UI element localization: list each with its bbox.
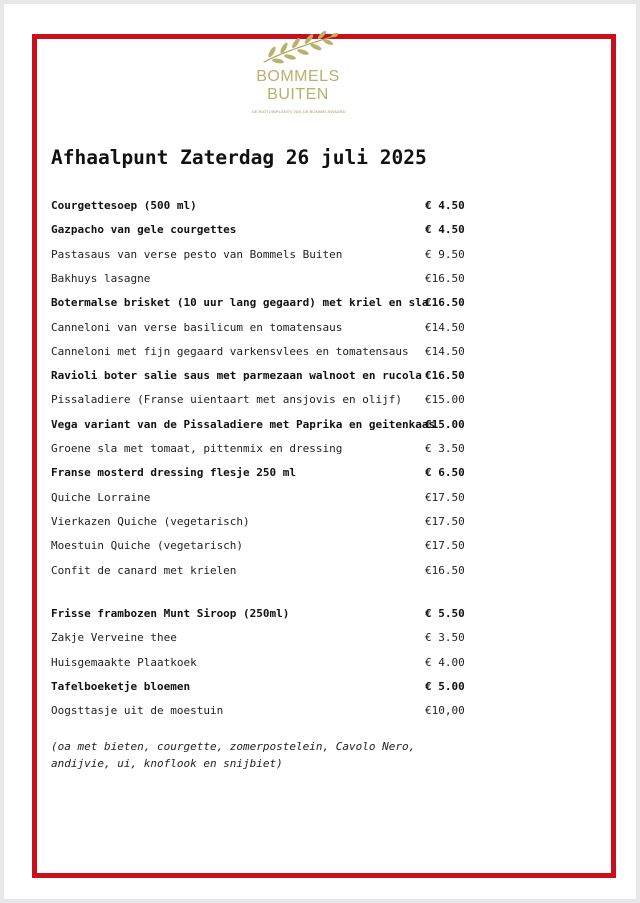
- item-price: €17.50: [425, 539, 465, 553]
- item-price: €10,00: [425, 704, 465, 718]
- menu-item: [51, 442, 471, 462]
- item-name: Confit de canard met krielen: [51, 563, 237, 577]
- item-price: € 4.50: [425, 223, 465, 237]
- olive-branch-icon: [258, 28, 338, 68]
- item-name: Zakje Verveine thee: [51, 631, 177, 645]
- item-price: €15.00: [425, 417, 465, 431]
- menu-item: [51, 631, 471, 651]
- item-price: €14.50: [425, 344, 465, 358]
- item-name: Pissaladiere (Franse uientaart met ansjovis en olijf): [51, 393, 402, 407]
- menu-item: [51, 539, 471, 559]
- menu-item: [51, 223, 471, 243]
- item-price: €16.50: [425, 563, 465, 577]
- item-price: € 3.50: [425, 442, 465, 455]
- logo-text-line1: BOMMELS: [256, 68, 340, 85]
- menu-item: [51, 345, 471, 365]
- item-price: €16.50: [425, 271, 465, 285]
- menu-item: [51, 466, 471, 486]
- item-price: € 9.50: [425, 247, 465, 261]
- menu-item: [51, 296, 471, 316]
- harvest-bag-note: (oa met bieten, courgette, zomerpostelein, Cavolo Nero, andijvie, ui, knoflook en snijbiet): [51, 740, 416, 770]
- item-price: € 5.00: [425, 679, 465, 693]
- menu-item: [51, 199, 471, 219]
- item-name: Moestuin Quiche (vegetarisch): [51, 539, 244, 553]
- item-price: €15.00: [425, 393, 465, 407]
- menu-item: [51, 656, 471, 676]
- logo: [252, 28, 344, 124]
- item-name: Canneloni met fijn gegaard varkensvlees en tomatensaus: [51, 344, 409, 358]
- item-name: Franse mosterd dressing flesje 250 ml: [51, 466, 297, 480]
- menu-item: [51, 369, 471, 389]
- menu-item: [51, 418, 471, 438]
- menu-item: [51, 607, 471, 627]
- item-name: Vierkazen Quiche (vegetarisch): [51, 514, 250, 528]
- item-name: Bakhuys lasagne: [51, 271, 151, 285]
- menu-item: [51, 321, 471, 341]
- item-price: €16.50: [425, 369, 465, 383]
- item-price: € 5.50: [425, 607, 465, 620]
- item-price: € 4.00: [425, 655, 465, 669]
- item-name: Ravioli boter salie saus met parmezaan walnoot en rucola: [51, 369, 422, 383]
- item-price: €17.50: [425, 514, 465, 528]
- item-name: Tafelboeketje bloemen: [51, 679, 191, 693]
- item-name: Huisgemaakte Plaatkoek: [51, 655, 197, 669]
- item-name: Oogsttasje uit de moestuin: [51, 704, 224, 718]
- menu-item: [51, 564, 471, 584]
- logo-tagline: DE BIOTUINPLANTS VAN DE BOMMELSWAARD: [252, 109, 346, 114]
- menu-item: [51, 272, 471, 292]
- menu-item: [51, 393, 471, 413]
- menu-item: [51, 680, 471, 700]
- item-name: Botermalse brisket (10 uur lang gegaard) met kriel en sla: [51, 296, 429, 310]
- item-name: Vega variant van de Pissaladiere met Paprika en geitenkaas: [51, 417, 436, 431]
- item-price: € 3.50: [425, 631, 465, 645]
- item-price: € 4.50: [425, 199, 465, 212]
- item-name: Canneloni van verse basilicum en tomatensaus: [51, 320, 343, 334]
- document-page: [4, 4, 636, 899]
- page-title: Afhaalpunt Zaterdag 26 juli 2025: [51, 146, 427, 169]
- item-name: Quiche Lorraine: [51, 490, 151, 504]
- item-price: €14.50: [425, 320, 465, 334]
- item-price: € 6.50: [425, 466, 465, 480]
- menu-item: [51, 491, 471, 511]
- logo-text-line2: BUITEN: [267, 86, 329, 103]
- item-name: Courgettesoep (500 ml): [51, 199, 197, 212]
- item-name: Pastasaus van verse pesto van Bommels Buiten: [51, 247, 343, 261]
- item-price: €17.50: [425, 490, 465, 504]
- menu-item: [51, 704, 471, 724]
- item-name: Gazpacho van gele courgettes: [51, 223, 237, 237]
- item-price: €16.50: [425, 296, 465, 310]
- item-name: Frisse frambozen Munt Siroop (250ml): [51, 607, 290, 620]
- item-name: Groene sla met tomaat, pittenmix en dressing: [51, 442, 343, 455]
- menu-item: [51, 248, 471, 268]
- menu-item: [51, 515, 471, 535]
